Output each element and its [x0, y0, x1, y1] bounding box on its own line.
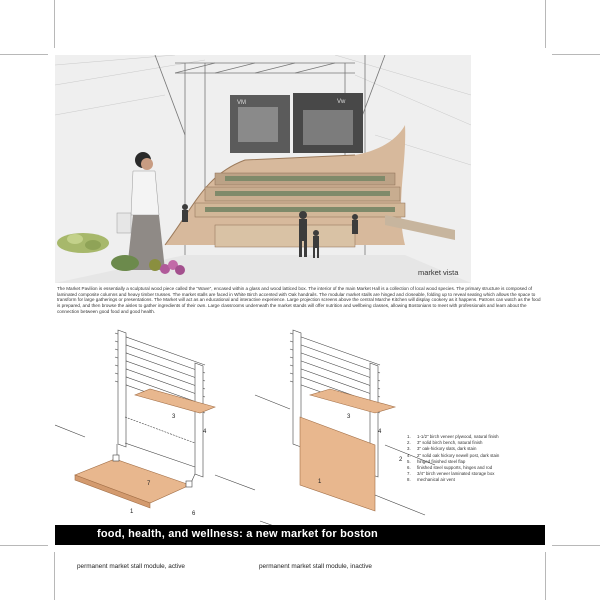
legend-item: 1. 1-1/2" birch veneer plywood, natural finish: [407, 434, 499, 439]
inactive-callout-3: 3: [347, 414, 351, 420]
materials-legend: [407, 434, 499, 484]
active-callout-1: 1: [130, 509, 134, 515]
crop-mark-top-left-h: [0, 54, 48, 55]
stall-module-drawing: [55, 325, 545, 525]
central-counter: [215, 225, 355, 247]
title-banner: [55, 525, 545, 545]
legend-item: 8. mechanical air vent: [407, 477, 455, 483]
screen-banner-left: VM: [237, 100, 246, 106]
inactive-callout-4: 4: [378, 429, 382, 435]
crop-mark-bottom-right-v: [545, 552, 546, 600]
legend-item: 7. 3/4" birch veneer laminated storage box: [407, 471, 495, 477]
crop-mark-bottom-left-v: [54, 552, 55, 600]
active-callout-7: 7: [147, 481, 151, 487]
project-description: The Market Pavilion is essentially a sculptural wood piece called the "Wave", encased within a glass and wood latticed box. The interior of the main Market Hall is a collection of local wood species. The primary structure is composed of laminated composite columns and heavy timber trusses. The market stalls are faced in White Birch accented with Oak handrails. The modular market stalls are hinged and closeable, folding up to reveal seating which allows the space to transform for large gatherings or presentations. The Market will act as an educational and interactive experience. Large projection screens above the central Marche Kitchen will display cookery as it happens. Patrons can watch as the food is prepared, and then browse the aisles to gather ingredients of their own. Large classrooms underneath the market stands will offer nutrition and wellbeing classes, allowing Bostonians to meet with professionals and learn about the connection between good food and good health.: [57, 286, 541, 314]
market-vista-rendering: [55, 55, 471, 283]
crop-mark-bottom-right-h: [552, 545, 600, 546]
inactive-callout-1: 1: [318, 479, 322, 485]
crop-mark-top-right-h: [552, 54, 600, 55]
legend-item: 3. 3" oak-hickory slats, dark stain: [407, 446, 477, 452]
active-callout-4: 4: [203, 429, 207, 435]
legend-item: 6. finished steel supports, hinges and rod: [407, 465, 493, 471]
board-sheet: [55, 55, 545, 570]
active-callout-3: 3: [172, 414, 176, 420]
crop-mark-bottom-left-h: [0, 545, 48, 546]
inactive-module-caption: permanent market stall module, inactive: [259, 563, 372, 570]
legend-item: 5. hinged finished steel flap: [407, 458, 466, 464]
board-title: food, health, and wellness: a new market for boston: [97, 528, 378, 540]
inactive-module-drawing: [255, 330, 435, 525]
inactive-callout-2: 2: [399, 457, 403, 463]
active-callout-6: 6: [192, 511, 196, 517]
active-module-drawing: [55, 330, 255, 508]
screen-banner-right: Vw: [337, 99, 346, 105]
crop-mark-top-left-v: [54, 0, 55, 48]
legend-item: 2. 3" solid birch bench, natural finish: [407, 440, 483, 446]
crop-mark-top-right-v: [545, 0, 546, 48]
hero-caption: market vista: [418, 268, 459, 277]
active-module-caption: permanent market stall module, active: [77, 563, 185, 570]
market-vista-sketch: [55, 55, 471, 283]
legend-item: 4. 2" solid oak hickory newell post, dark stain: [407, 452, 500, 458]
